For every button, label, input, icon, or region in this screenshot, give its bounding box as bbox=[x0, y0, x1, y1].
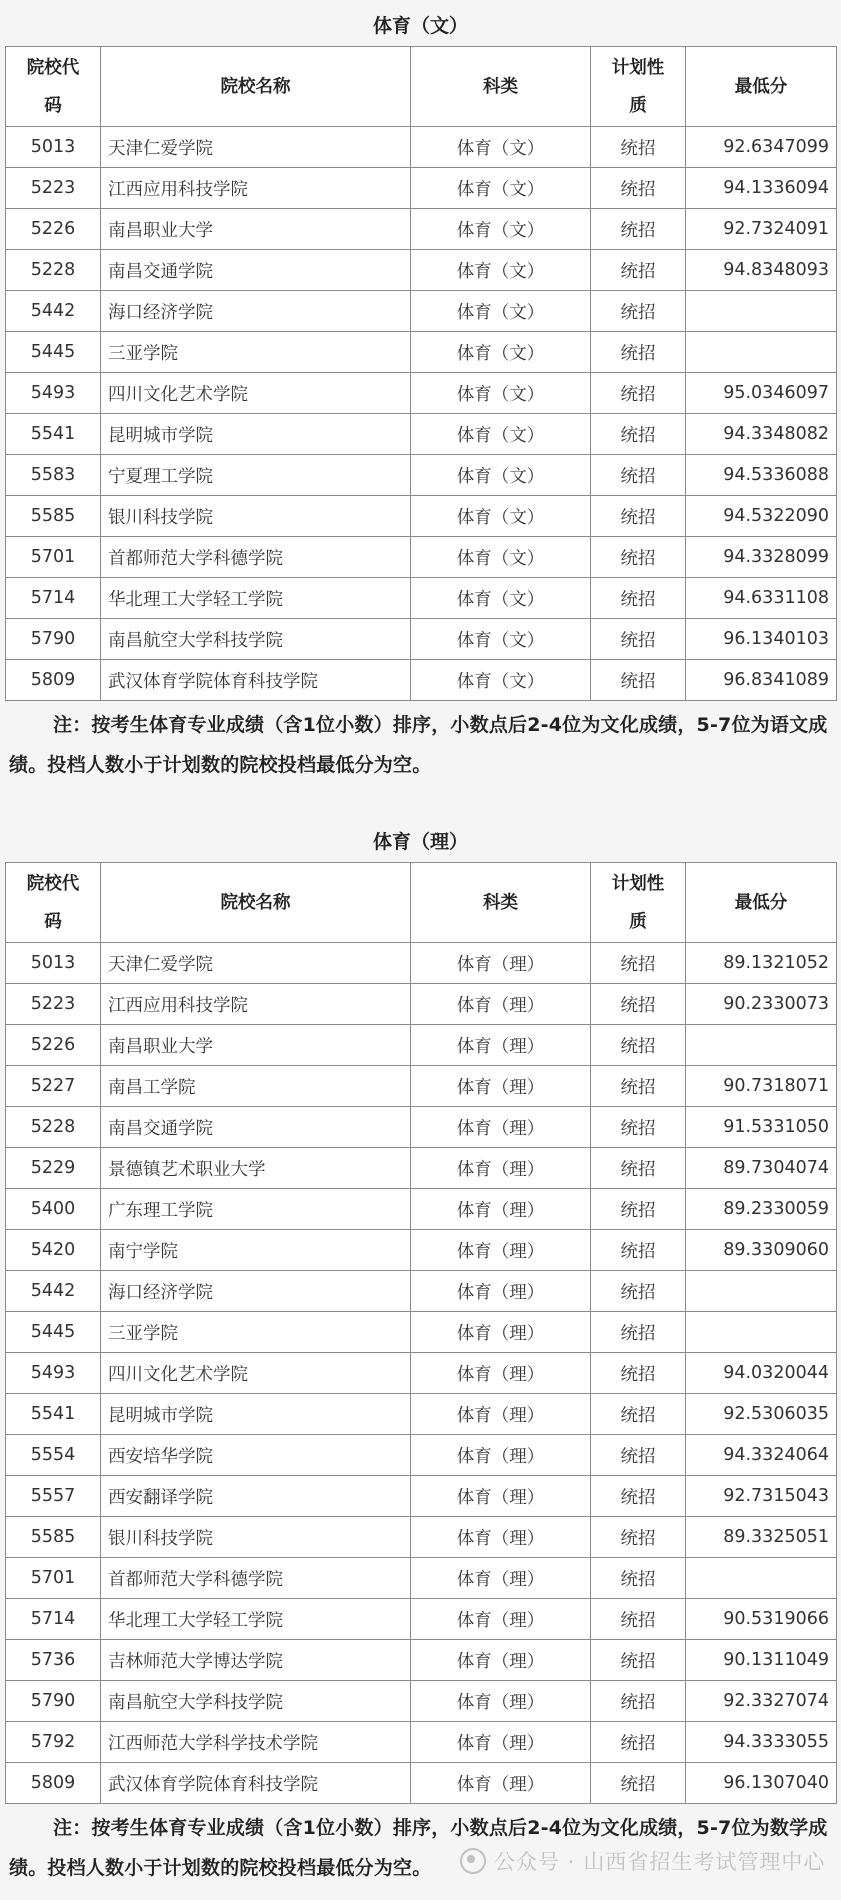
cell-school-name: 南昌航空大学科技学院 bbox=[101, 1681, 411, 1722]
table-body bbox=[6, 943, 837, 1804]
cell-code: 5493 bbox=[6, 373, 101, 414]
cell-plan-type: 统招 bbox=[591, 1271, 686, 1312]
table-row bbox=[6, 1476, 837, 1517]
table-row bbox=[6, 291, 837, 332]
cell-min-score: 94.3348082 bbox=[686, 414, 837, 455]
cell-plan-type: 统招 bbox=[591, 578, 686, 619]
cell-min-score: 94.3333055 bbox=[686, 1722, 837, 1763]
cell-code: 5541 bbox=[6, 414, 101, 455]
cell-code: 5442 bbox=[6, 1271, 101, 1312]
cell-plan-type: 统招 bbox=[591, 537, 686, 578]
header-category: 科类 bbox=[411, 863, 591, 943]
cell-min-score: 92.7315043 bbox=[686, 1476, 837, 1517]
cell-school-name: 四川文化艺术学院 bbox=[101, 1353, 411, 1394]
cell-school-name: 三亚学院 bbox=[101, 332, 411, 373]
cell-code: 5790 bbox=[6, 619, 101, 660]
table-row bbox=[6, 1681, 837, 1722]
cell-plan-type: 统招 bbox=[591, 455, 686, 496]
cell-min-score: 96.1340103 bbox=[686, 619, 837, 660]
table-row bbox=[6, 1394, 837, 1435]
cell-school-name: 海口经济学院 bbox=[101, 291, 411, 332]
cell-code: 5013 bbox=[6, 127, 101, 168]
cell-school-name: 广东理工学院 bbox=[101, 1189, 411, 1230]
cell-plan-type: 统招 bbox=[591, 1558, 686, 1599]
table-row bbox=[6, 373, 837, 414]
cell-school-name: 南昌交通学院 bbox=[101, 1107, 411, 1148]
cell-code: 5714 bbox=[6, 1599, 101, 1640]
cell-plan-type: 统招 bbox=[591, 1722, 686, 1763]
cell-min-score: 90.2330073 bbox=[686, 984, 837, 1025]
cell-category: 体育（理） bbox=[411, 1763, 591, 1804]
table-row bbox=[6, 660, 837, 701]
cell-plan-type: 统招 bbox=[591, 1066, 686, 1107]
table-row bbox=[6, 1066, 837, 1107]
cell-plan-type: 统招 bbox=[591, 1517, 686, 1558]
cell-school-name: 首都师范大学科德学院 bbox=[101, 537, 411, 578]
cell-code: 5701 bbox=[6, 537, 101, 578]
cell-code: 5226 bbox=[6, 1025, 101, 1066]
cell-plan-type: 统招 bbox=[591, 619, 686, 660]
cell-plan-type: 统招 bbox=[591, 1148, 686, 1189]
cell-school-name: 海口经济学院 bbox=[101, 1271, 411, 1312]
cell-plan-type: 统招 bbox=[591, 1476, 686, 1517]
cell-category: 体育（文） bbox=[411, 414, 591, 455]
cell-code: 5013 bbox=[6, 943, 101, 984]
cell-school-name: 南昌航空大学科技学院 bbox=[101, 619, 411, 660]
cell-min-score: 92.5306035 bbox=[686, 1394, 837, 1435]
cell-min-score bbox=[686, 1025, 837, 1066]
header-plan: 计划性质 bbox=[591, 863, 686, 943]
cell-category: 体育（文） bbox=[411, 168, 591, 209]
table-row bbox=[6, 455, 837, 496]
cell-category: 体育（文） bbox=[411, 660, 591, 701]
cell-category: 体育（理） bbox=[411, 1189, 591, 1230]
cell-category: 体育（文） bbox=[411, 373, 591, 414]
cell-category: 体育（文） bbox=[411, 578, 591, 619]
cell-plan-type: 统招 bbox=[591, 1763, 686, 1804]
cell-min-score: 95.0346097 bbox=[686, 373, 837, 414]
cell-category: 体育（理） bbox=[411, 1476, 591, 1517]
footnote: 注：按考生体育专业成绩（含1位小数）排序，小数点后2-4位为文化成绩，5-7位为数学成绩。投档人数小于计划数的院校投档最低分为空。 bbox=[9, 1817, 828, 1879]
cell-category: 体育（理） bbox=[411, 1394, 591, 1435]
table-row bbox=[6, 1230, 837, 1271]
table-row bbox=[6, 1148, 837, 1189]
cell-school-name: 银川科技学院 bbox=[101, 496, 411, 537]
cell-category: 体育（文） bbox=[411, 127, 591, 168]
cell-plan-type: 统招 bbox=[591, 1353, 686, 1394]
cell-code: 5493 bbox=[6, 1353, 101, 1394]
table-body bbox=[6, 127, 837, 701]
cell-min-score: 94.5336088 bbox=[686, 455, 837, 496]
cell-category: 体育（理） bbox=[411, 1025, 591, 1066]
table-row bbox=[6, 1353, 837, 1394]
cell-school-name: 江西师范大学科学技术学院 bbox=[101, 1722, 411, 1763]
cell-category: 体育（文） bbox=[411, 250, 591, 291]
table-row bbox=[6, 250, 837, 291]
cell-school-name: 江西应用科技学院 bbox=[101, 168, 411, 209]
table-row bbox=[6, 984, 837, 1025]
cell-code: 5809 bbox=[6, 1763, 101, 1804]
cell-plan-type: 统招 bbox=[591, 1640, 686, 1681]
section-title: 体育（文） bbox=[372, 15, 468, 37]
cell-school-name: 南昌职业大学 bbox=[101, 209, 411, 250]
table-row bbox=[6, 127, 837, 168]
cell-min-score: 89.1321052 bbox=[686, 943, 837, 984]
cell-school-name: 银川科技学院 bbox=[101, 1517, 411, 1558]
cell-plan-type: 统招 bbox=[591, 250, 686, 291]
cell-code: 5541 bbox=[6, 1394, 101, 1435]
cell-code: 5554 bbox=[6, 1435, 101, 1476]
cell-code: 5227 bbox=[6, 1066, 101, 1107]
arts-section bbox=[5, 6, 836, 785]
cell-plan-type: 统招 bbox=[591, 209, 686, 250]
table-row bbox=[6, 1558, 837, 1599]
header-code: 院校代码 bbox=[6, 47, 101, 127]
cell-min-score: 94.0320044 bbox=[686, 1353, 837, 1394]
cell-plan-type: 统招 bbox=[591, 1681, 686, 1722]
table-row bbox=[6, 537, 837, 578]
cell-code: 5792 bbox=[6, 1722, 101, 1763]
cell-code: 5226 bbox=[6, 209, 101, 250]
cell-min-score: 89.2330059 bbox=[686, 1189, 837, 1230]
cell-school-name: 西安翻译学院 bbox=[101, 1476, 411, 1517]
watermark-text: 山西省招生考试管理中心 bbox=[583, 1850, 826, 1874]
cell-school-name: 景德镇艺术职业大学 bbox=[101, 1148, 411, 1189]
score-table bbox=[5, 46, 837, 701]
table-row bbox=[6, 619, 837, 660]
footnote: 注：按考生体育专业成绩（含1位小数）排序，小数点后2-4位为文化成绩，5-7位为语文成绩。投档人数小于计划数的院校投档最低分为空。 bbox=[9, 714, 828, 776]
header-plan: 计划性质 bbox=[591, 47, 686, 127]
table-row bbox=[6, 1107, 837, 1148]
cell-plan-type: 统招 bbox=[591, 168, 686, 209]
table-row bbox=[6, 1763, 837, 1804]
cell-min-score: 94.6331108 bbox=[686, 578, 837, 619]
cell-min-score: 91.5331050 bbox=[686, 1107, 837, 1148]
header-name: 院校名称 bbox=[101, 863, 411, 943]
cell-code: 5223 bbox=[6, 168, 101, 209]
science-section bbox=[5, 822, 836, 1888]
header-code: 院校代码 bbox=[6, 863, 101, 943]
cell-min-score: 90.7318071 bbox=[686, 1066, 837, 1107]
cell-category: 体育（文） bbox=[411, 496, 591, 537]
cell-code: 5223 bbox=[6, 984, 101, 1025]
cell-category: 体育（理） bbox=[411, 984, 591, 1025]
cell-min-score: 89.3309060 bbox=[686, 1230, 837, 1271]
table-row bbox=[6, 1312, 837, 1353]
cell-category: 体育（理） bbox=[411, 943, 591, 984]
cell-code: 5809 bbox=[6, 660, 101, 701]
cell-plan-type: 统招 bbox=[591, 1435, 686, 1476]
cell-min-score: 94.3328099 bbox=[686, 537, 837, 578]
cell-code: 5736 bbox=[6, 1640, 101, 1681]
cell-category: 体育（文） bbox=[411, 209, 591, 250]
cell-school-name: 昆明城市学院 bbox=[101, 414, 411, 455]
cell-min-score: 89.3325051 bbox=[686, 1517, 837, 1558]
cell-school-name: 三亚学院 bbox=[101, 1312, 411, 1353]
cell-school-name: 宁夏理工学院 bbox=[101, 455, 411, 496]
table-row bbox=[6, 168, 837, 209]
header-score: 最低分 bbox=[686, 47, 837, 127]
table-row bbox=[6, 1189, 837, 1230]
cell-school-name: 南昌职业大学 bbox=[101, 1025, 411, 1066]
cell-category: 体育（文） bbox=[411, 619, 591, 660]
cell-min-score: 90.1311049 bbox=[686, 1640, 837, 1681]
table-row bbox=[6, 209, 837, 250]
table-row bbox=[6, 1025, 837, 1066]
cell-min-score: 90.5319066 bbox=[686, 1599, 837, 1640]
cell-plan-type: 统招 bbox=[591, 1189, 686, 1230]
cell-school-name: 江西应用科技学院 bbox=[101, 984, 411, 1025]
cell-school-name: 南昌交通学院 bbox=[101, 250, 411, 291]
cell-school-name: 武汉体育学院体育科技学院 bbox=[101, 660, 411, 701]
cell-category: 体育（理） bbox=[411, 1312, 591, 1353]
cell-plan-type: 统招 bbox=[591, 1025, 686, 1066]
cell-category: 体育（理） bbox=[411, 1517, 591, 1558]
cell-school-name: 西安培华学院 bbox=[101, 1435, 411, 1476]
cell-school-name: 武汉体育学院体育科技学院 bbox=[101, 1763, 411, 1804]
cell-school-name: 南宁学院 bbox=[101, 1230, 411, 1271]
cell-plan-type: 统招 bbox=[591, 1394, 686, 1435]
cell-min-score: 92.6347099 bbox=[686, 127, 837, 168]
cell-category: 体育（理） bbox=[411, 1353, 591, 1394]
cell-min-score: 92.7324091 bbox=[686, 209, 837, 250]
header-score: 最低分 bbox=[686, 863, 837, 943]
cell-min-score: 96.1307040 bbox=[686, 1763, 837, 1804]
cell-code: 5228 bbox=[6, 250, 101, 291]
cell-school-name: 华北理工大学轻工学院 bbox=[101, 578, 411, 619]
header-category: 科类 bbox=[411, 47, 591, 127]
cell-min-score: 96.8341089 bbox=[686, 660, 837, 701]
table-row bbox=[6, 1722, 837, 1763]
cell-school-name: 首都师范大学科德学院 bbox=[101, 1558, 411, 1599]
cell-category: 体育（文） bbox=[411, 537, 591, 578]
cell-plan-type: 统招 bbox=[591, 1107, 686, 1148]
cell-code: 5583 bbox=[6, 455, 101, 496]
cell-min-score: 94.1336094 bbox=[686, 168, 837, 209]
cell-min-score bbox=[686, 1271, 837, 1312]
table-row bbox=[6, 1599, 837, 1640]
cell-code: 5714 bbox=[6, 578, 101, 619]
cell-category: 体育（理） bbox=[411, 1722, 591, 1763]
cell-plan-type: 统招 bbox=[591, 496, 686, 537]
cell-category: 体育（理） bbox=[411, 1271, 591, 1312]
cell-code: 5400 bbox=[6, 1189, 101, 1230]
cell-code: 5229 bbox=[6, 1148, 101, 1189]
table-row bbox=[6, 943, 837, 984]
table-row bbox=[6, 1435, 837, 1476]
table-row bbox=[6, 496, 837, 537]
cell-plan-type: 统招 bbox=[591, 291, 686, 332]
cell-category: 体育（理） bbox=[411, 1066, 591, 1107]
cell-code: 5442 bbox=[6, 291, 101, 332]
cell-code: 5701 bbox=[6, 1558, 101, 1599]
cell-category: 体育（理） bbox=[411, 1148, 591, 1189]
header-name: 院校名称 bbox=[101, 47, 411, 127]
table-row bbox=[6, 578, 837, 619]
cell-category: 体育（文） bbox=[411, 455, 591, 496]
cell-plan-type: 统招 bbox=[591, 1312, 686, 1353]
cell-school-name: 昆明城市学院 bbox=[101, 1394, 411, 1435]
table-row bbox=[6, 1640, 837, 1681]
section-title: 体育（理） bbox=[372, 831, 468, 853]
cell-category: 体育（理） bbox=[411, 1681, 591, 1722]
cell-school-name: 四川文化艺术学院 bbox=[101, 373, 411, 414]
watermark-prefix: 公众号 · bbox=[494, 1850, 576, 1874]
cell-plan-type: 统招 bbox=[591, 332, 686, 373]
cell-code: 5557 bbox=[6, 1476, 101, 1517]
cell-category: 体育（理） bbox=[411, 1640, 591, 1681]
cell-category: 体育（文） bbox=[411, 332, 591, 373]
table-row bbox=[6, 332, 837, 373]
table-row bbox=[6, 1517, 837, 1558]
cell-min-score bbox=[686, 1312, 837, 1353]
cell-min-score: 94.5322090 bbox=[686, 496, 837, 537]
cell-code: 5585 bbox=[6, 496, 101, 537]
cell-code: 5585 bbox=[6, 1517, 101, 1558]
cell-code: 5445 bbox=[6, 332, 101, 373]
cell-min-score: 92.3327074 bbox=[686, 1681, 837, 1722]
cell-min-score: 89.7304074 bbox=[686, 1148, 837, 1189]
cell-min-score bbox=[686, 1558, 837, 1599]
cell-min-score: 94.8348093 bbox=[686, 250, 837, 291]
table-row bbox=[6, 1271, 837, 1312]
cell-plan-type: 统招 bbox=[591, 414, 686, 455]
cell-plan-type: 统招 bbox=[591, 1230, 686, 1271]
cell-plan-type: 统招 bbox=[591, 1599, 686, 1640]
cell-min-score: 94.3324064 bbox=[686, 1435, 837, 1476]
cell-category: 体育（文） bbox=[411, 291, 591, 332]
cell-plan-type: 统招 bbox=[591, 127, 686, 168]
cell-min-score bbox=[686, 291, 837, 332]
cell-plan-type: 统招 bbox=[591, 660, 686, 701]
cell-code: 5445 bbox=[6, 1312, 101, 1353]
cell-code: 5228 bbox=[6, 1107, 101, 1148]
cell-code: 5790 bbox=[6, 1681, 101, 1722]
cell-category: 体育（理） bbox=[411, 1599, 591, 1640]
cell-category: 体育（理） bbox=[411, 1107, 591, 1148]
cell-category: 体育（理） bbox=[411, 1435, 591, 1476]
cell-min-score bbox=[686, 332, 837, 373]
cell-school-name: 天津仁爱学院 bbox=[101, 127, 411, 168]
cell-school-name: 天津仁爱学院 bbox=[101, 943, 411, 984]
cell-plan-type: 统招 bbox=[591, 984, 686, 1025]
cell-plan-type: 统招 bbox=[591, 373, 686, 414]
cell-school-name: 吉林师范大学博达学院 bbox=[101, 1640, 411, 1681]
cell-category: 体育（理） bbox=[411, 1558, 591, 1599]
cell-category: 体育（理） bbox=[411, 1230, 591, 1271]
cell-code: 5420 bbox=[6, 1230, 101, 1271]
cell-plan-type: 统招 bbox=[591, 943, 686, 984]
table-row bbox=[6, 414, 837, 455]
cell-school-name: 华北理工大学轻工学院 bbox=[101, 1599, 411, 1640]
cell-school-name: 南昌工学院 bbox=[101, 1066, 411, 1107]
score-table bbox=[5, 862, 837, 1804]
